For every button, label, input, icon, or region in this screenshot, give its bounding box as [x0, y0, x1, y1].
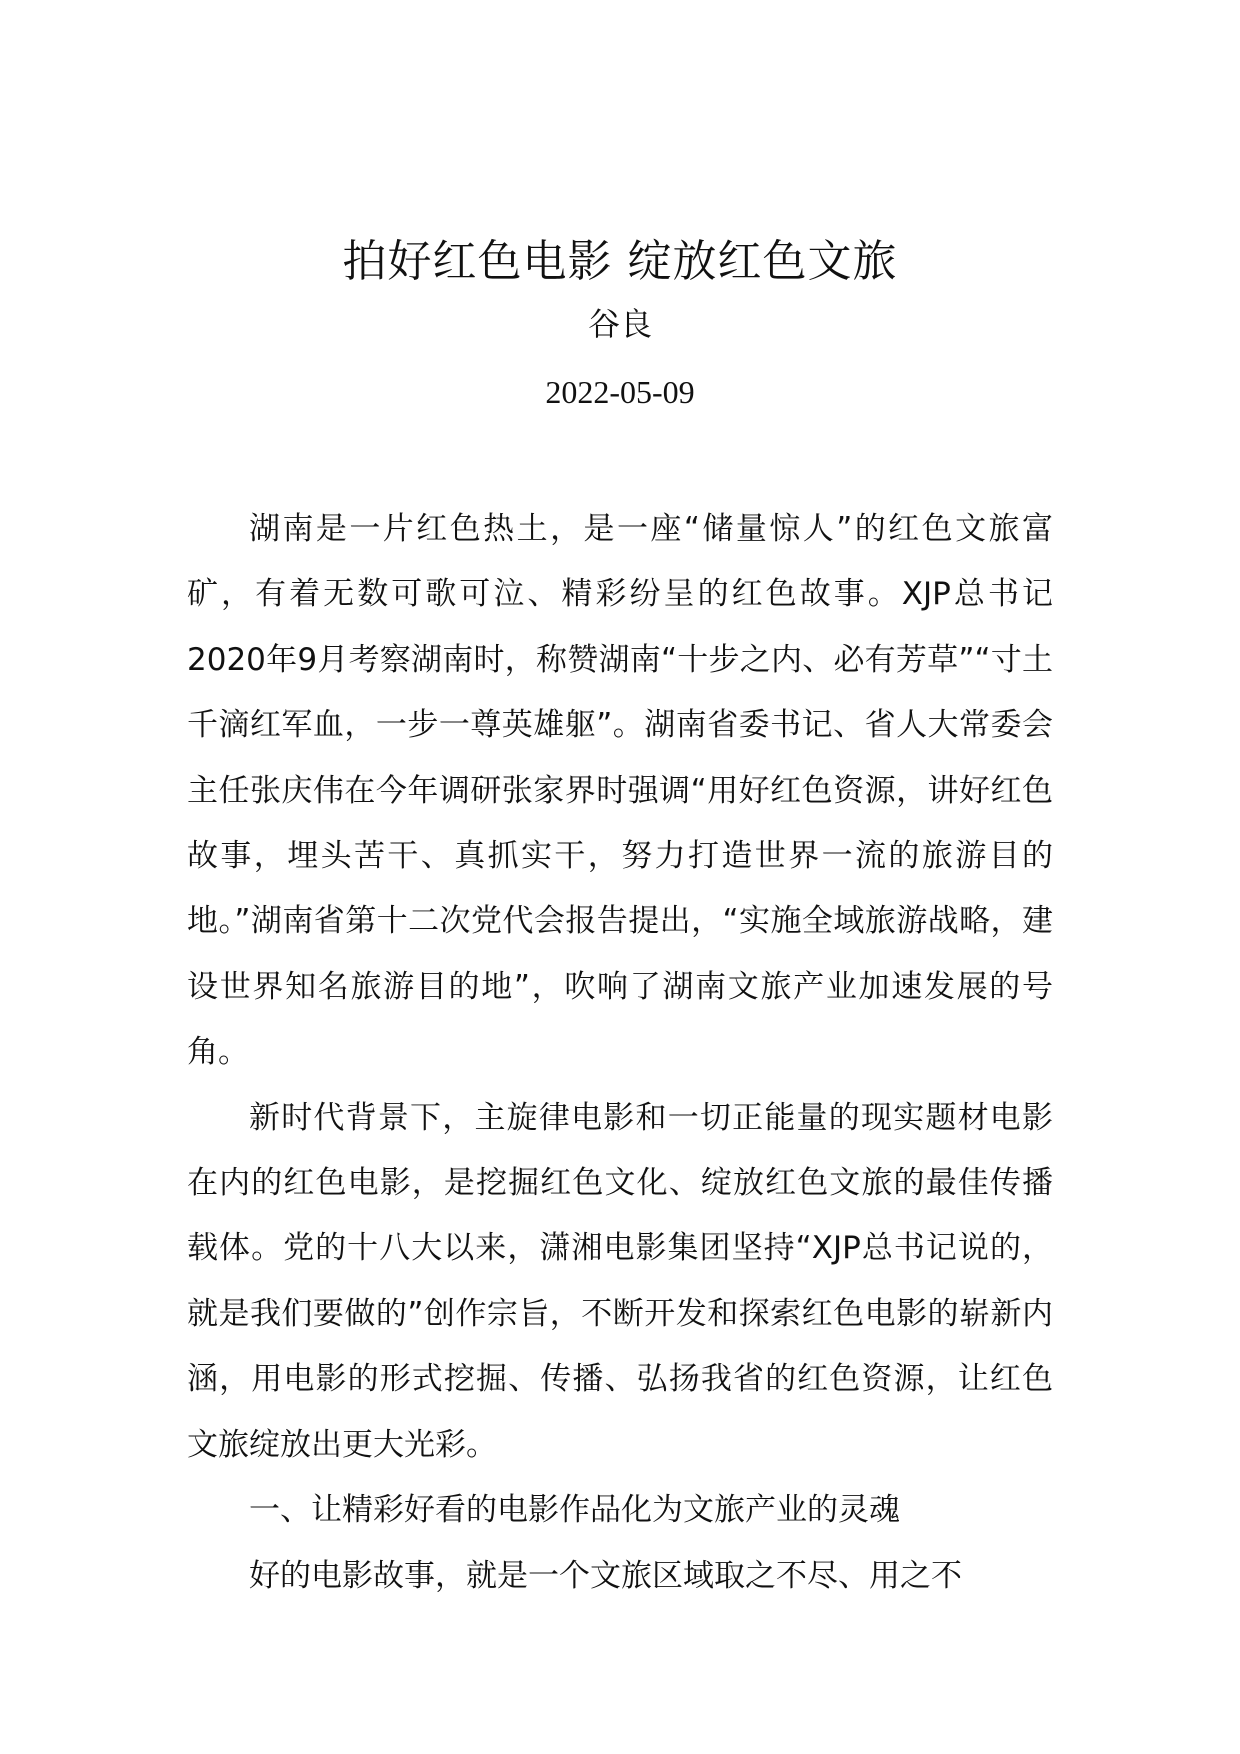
- document-author: 谷良: [587, 305, 652, 343]
- document-date: 2022-05-09: [545, 374, 695, 410]
- body-paragraph: 好的电影故事，就是一个文旅区域取之不尽、用之不: [249, 1557, 962, 1594]
- body-paragraph: 新时代背景下，主旋律电影和一切正能量的现实题材电影在内的红色电影，是挖掘红色文化、绽放红色文旅的最佳传播载体。党的十八大以来，潇湘电影集团坚持“XJP总书记说的，就是我们要做的”创作宗旨，不断开发和探索红色电影的崭新内涵，用电影的形式挖掘、传播、弘扬我省的红色资源，让红色文旅绽放出更大光彩。: [187, 1099, 1053, 1463]
- body-paragraph: 湖南是一片红色热土，是一座“储量惊人”的红色文旅富矿，有着无数可歌可泣、精彩纷呈的红色故事。XJP总书记2020年9月考察湖南时，称赞湖南“十步之内、必有芳草”“寸土千滴红军血，一步一尊英雄躯”。湖南省委书记、省人大常委会主任张庆伟在今年调研张家界时强调“用好红色资源，讲好红色故事，埋头苦干、真抓实干，努力打造世界一流的旅游目的地。”湖南省第十二次党代会报告提出，“实施全域旅游战略，建设世界知名旅游目的地”，吹响了湖南文旅产业加速发展的号角。: [187, 511, 1053, 1071]
- section-heading: 一、让精彩好看的电影作品化为文旅产业的灵魂: [249, 1492, 900, 1529]
- document-title: 拍好红色电影 绽放红色文旅: [342, 236, 898, 287]
- document-body: [187, 497, 1053, 1609]
